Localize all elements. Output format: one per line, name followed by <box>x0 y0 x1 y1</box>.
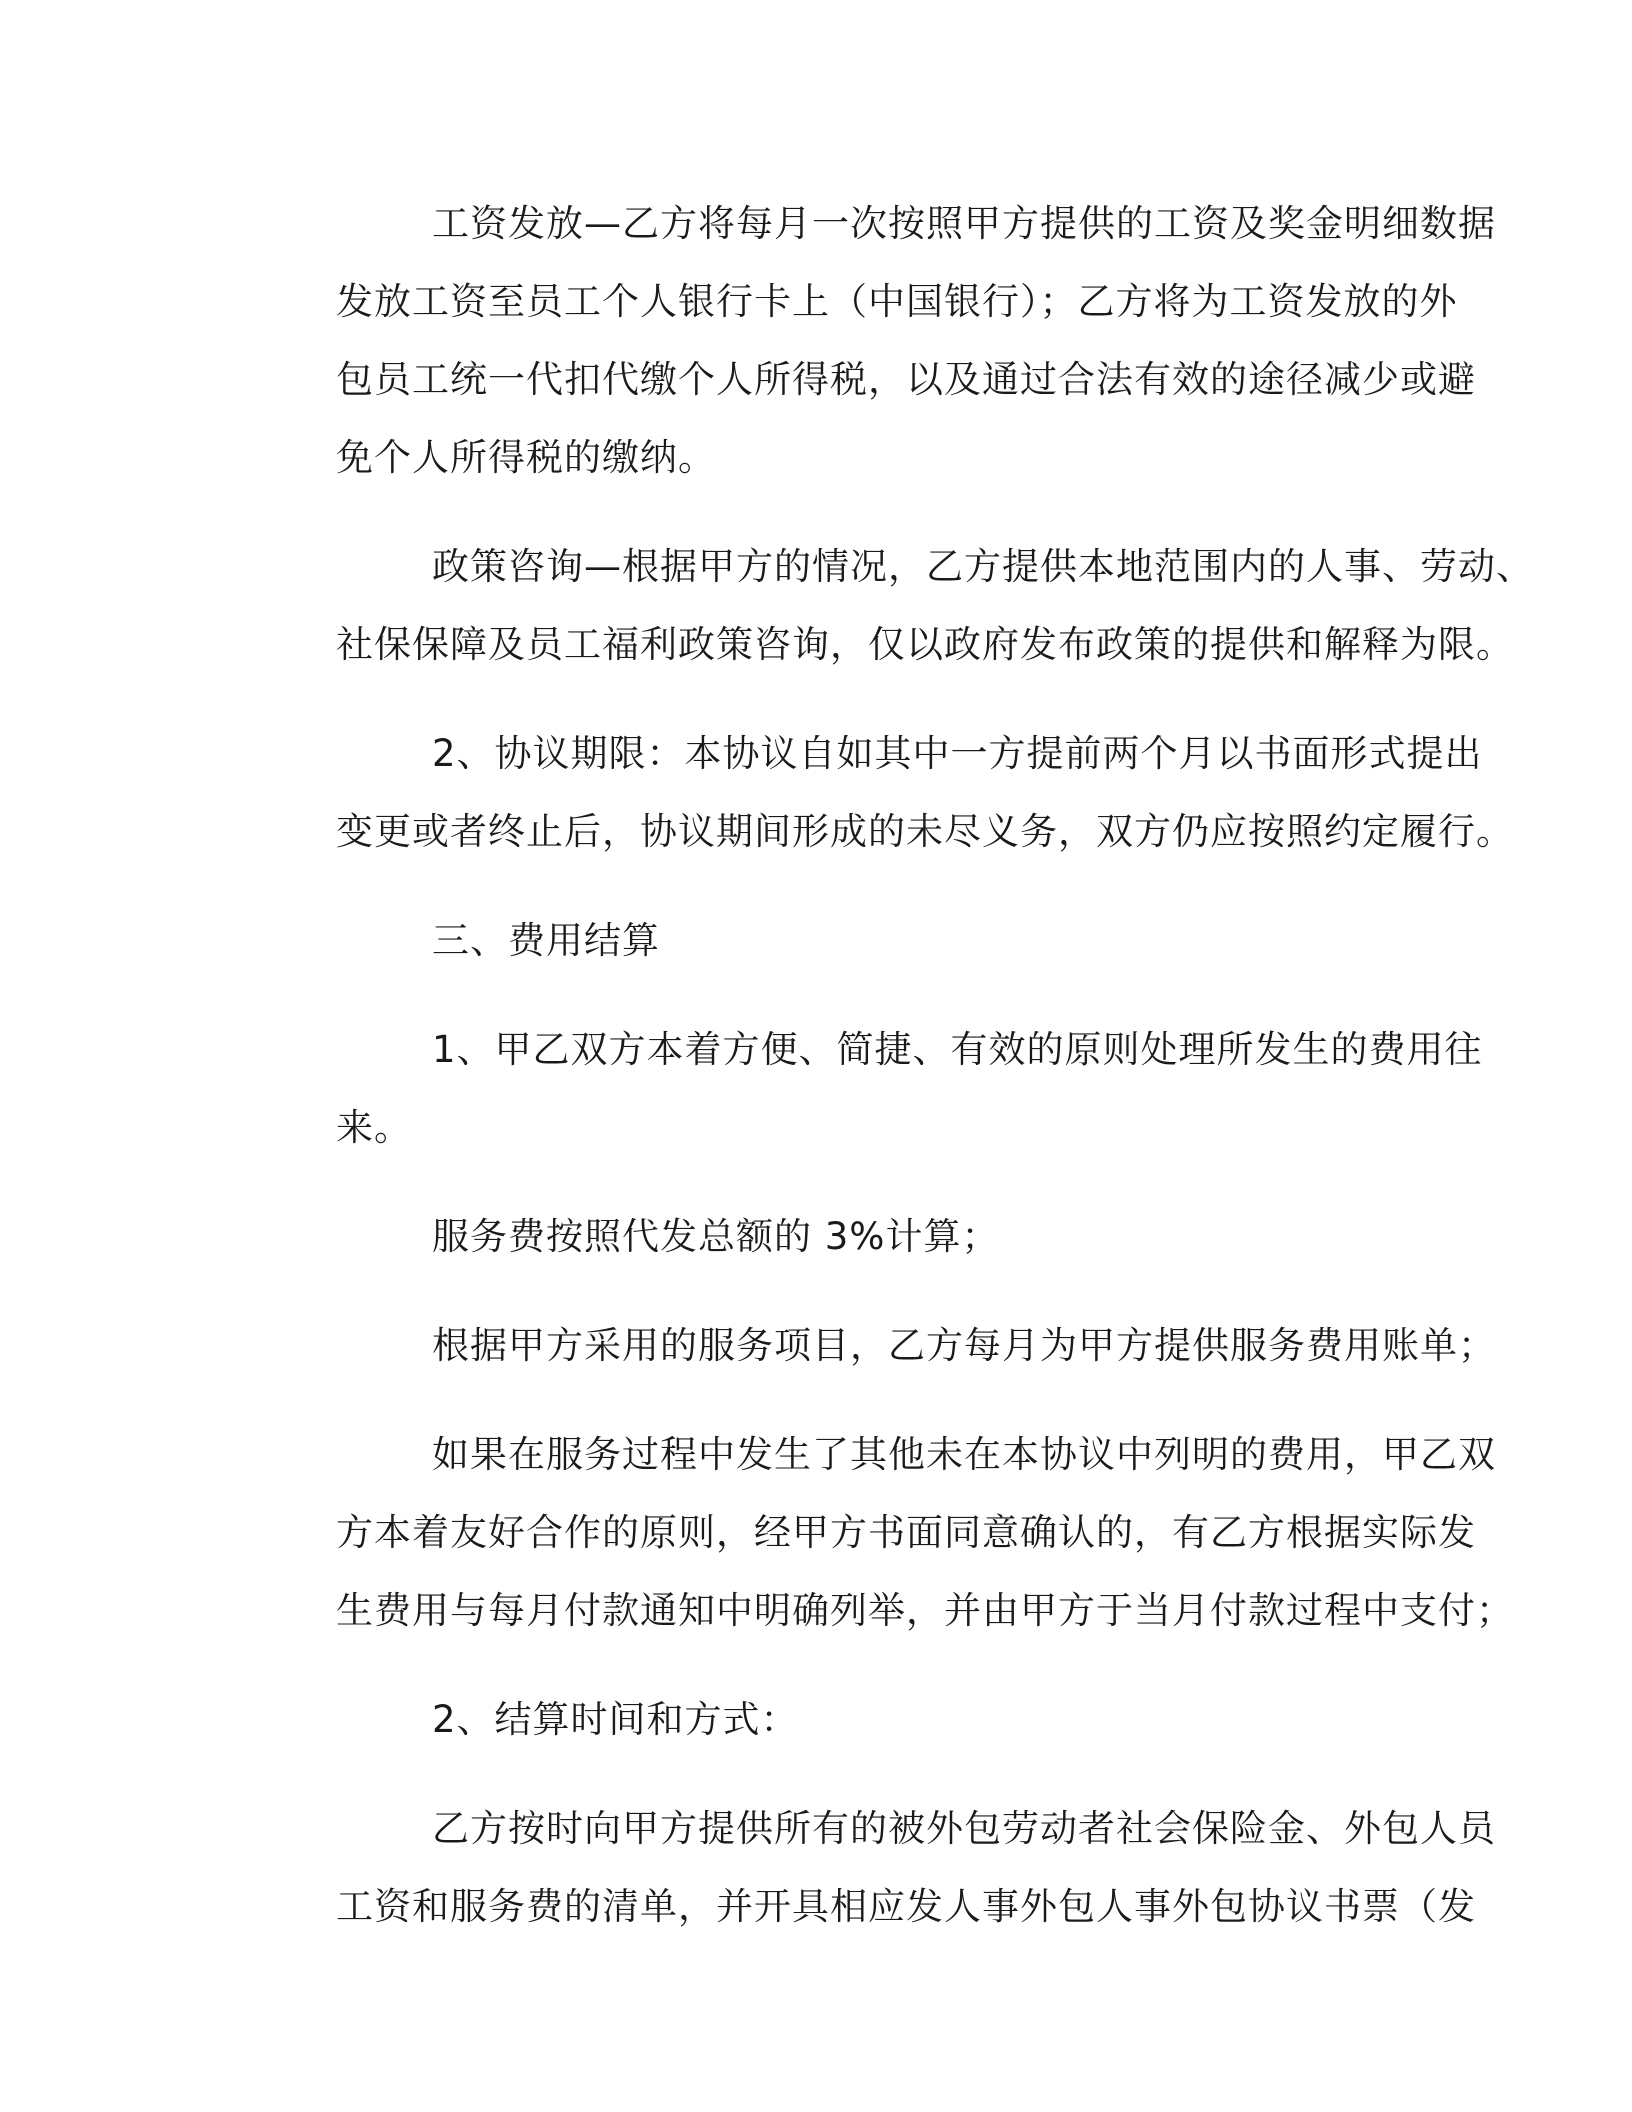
paragraph-service-fee-rate <box>240 1198 1390 1276</box>
text-line: 服务费按照代发总额的 3%计算； <box>432 1215 1000 1258</box>
paragraph-salary-payment <box>240 185 1496 497</box>
text-line: 乙方按时向甲方提供所有的被外包劳动者社会保险金、外包人员 <box>432 1807 1496 1850</box>
text-line: 发放工资至员工个人银行卡上（中国银行）；乙方将为工资发放的外 <box>336 280 1458 323</box>
text-line: 2、结算时间和方式： <box>432 1698 799 1741</box>
text-line: 政策咨询—根据甲方的情况，乙方提供本地范围内的人事、劳动、 <box>432 545 1534 588</box>
text-line: 免个人所得税的缴纳。 <box>336 436 716 479</box>
text-line: 根据甲方采用的服务项目，乙方每月为甲方提供服务费用账单； <box>432 1324 1496 1367</box>
paragraph-fee-principle <box>240 1011 1483 1167</box>
text-line: 方本着友好合作的原则，经甲方书面同意确认的，有乙方根据实际发 <box>336 1511 1476 1554</box>
paragraph-settlement-details <box>240 1790 1496 1946</box>
text-line: 来。 <box>336 1106 412 1149</box>
text-line: 1、甲乙双方本着方便、简捷、有效的原则处理所发生的费用往 <box>432 1028 1483 1071</box>
document-body <box>240 185 1534 1977</box>
text-line: 工资和服务费的清单，并开具相应发人事外包人事外包协议书票（发 <box>336 1885 1476 1928</box>
paragraph-settlement-method-heading <box>240 1681 1390 1759</box>
text-line: 社保保障及员工福利政策咨询，仅以政府发布政策的提供和解释为限。 <box>336 623 1514 666</box>
text-line: 生费用与每月付款通知中明确列举，并由甲方于当月付款过程中支付； <box>336 1589 1514 1632</box>
text-line: 变更或者终止后，协议期间形成的未尽义务，双方仍应按照约定履行。 <box>336 810 1514 853</box>
paragraph-agreement-term <box>240 715 1514 871</box>
text-line: 2、协议期限：本协议自如其中一方提前两个月以书面形式提出 <box>432 732 1483 775</box>
text-line: 如果在服务过程中发生了其他未在本协议中列明的费用，甲乙双 <box>432 1433 1496 1476</box>
text-line: 工资发放—乙方将每月一次按照甲方提供的工资及奖金明细数据 <box>432 202 1496 245</box>
paragraph-other-fees <box>240 1416 1514 1650</box>
text-line: 三、费用结算 <box>432 919 660 962</box>
paragraph-policy-consulting <box>240 528 1534 684</box>
section-heading-fee-settlement <box>240 902 1390 980</box>
text-line: 包员工统一代扣代缴个人所得税，以及通过合法有效的途径减少或避 <box>336 358 1476 401</box>
paragraph-monthly-bill <box>240 1307 1496 1385</box>
